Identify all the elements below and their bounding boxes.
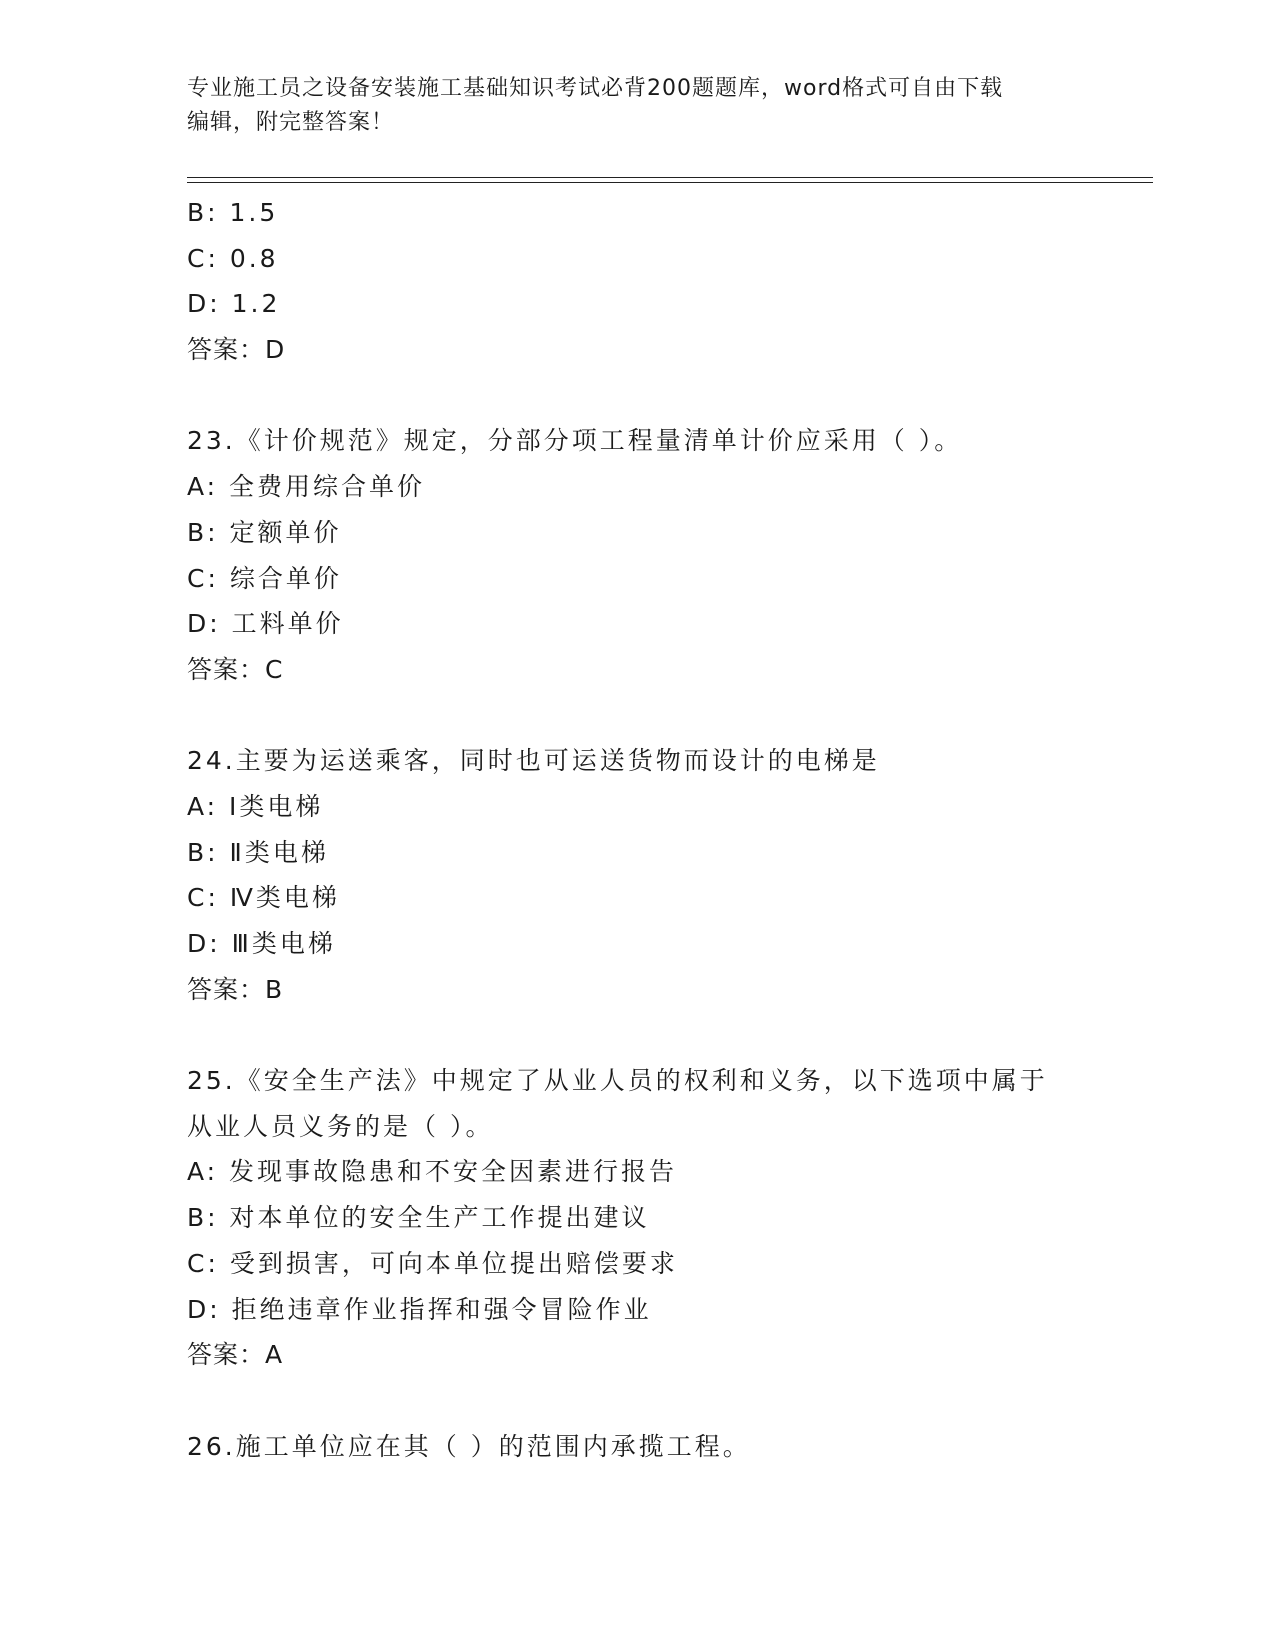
spacer [187,693,1087,739]
option-a: A: 发现事故隐患和不安全因素进行报告 [187,1157,678,1187]
option-d: D: 工料单价 [187,609,344,639]
option-d: D: Ⅲ类电梯 [187,929,336,958]
option-d: D: 1.2 [187,289,281,319]
question-26 [187,1424,1087,1470]
header-rule-bottom [187,182,1153,183]
option-b: B: 对本单位的安全生产工作提出建议 [187,1203,650,1233]
answer: 答案：B [187,974,284,1004]
spacer [187,1378,1087,1424]
option-b: B: 1.5 [187,198,279,227]
question-stem: 24.主要为运送乘客，同时也可运送货物而设计的电梯是 [187,746,880,776]
question-23 [187,418,1087,692]
answer: 答案：D [187,335,286,365]
spacer [187,1012,1087,1058]
header-line-2: 编辑，附完整答案！ [187,110,395,135]
option-c: C: Ⅳ类电梯 [187,883,340,913]
header-rule-top [187,177,1153,178]
option-c: C: 受到损害，可向本单位提出赔偿要求 [187,1248,678,1278]
answer: 答案：A [187,1340,284,1370]
answer: 答案：C [187,654,284,684]
header-line-1: 专业施工员之设备安装施工基础知识考试必背200题题库，word格式可自由下载 [187,76,1004,101]
question-25 [187,1058,1087,1378]
option-b: B: 定额单价 [187,517,342,547]
option-a: A: 全费用综合单价 [187,472,426,502]
question-stem-line-2: 从业人员义务的是（ ）。 [187,1111,494,1141]
question-stem-line-1: 25.《安全生产法》中规定了从业人员的权利和义务，以下选项中属于 [187,1066,1048,1096]
option-d: D: 拒绝违章作业指挥和强令冒险作业 [187,1294,652,1324]
previous-question-block [187,190,1087,373]
question-stem: 23.《计价规范》规定，分部分项工程量清单计价应采用（ ）。 [187,426,963,456]
question-stem: 26.施工单位应在其（ ）的范围内承揽工程。 [187,1431,751,1461]
question-content [187,190,1087,1469]
option-b: B: Ⅱ类电梯 [187,837,329,867]
option-c: C: 0.8 [187,243,279,273]
document-header [187,72,1087,140]
question-24 [187,738,1087,1012]
option-a: A: Ⅰ类电梯 [187,791,324,821]
option-c: C: 综合单价 [187,563,342,593]
spacer [187,373,1087,419]
